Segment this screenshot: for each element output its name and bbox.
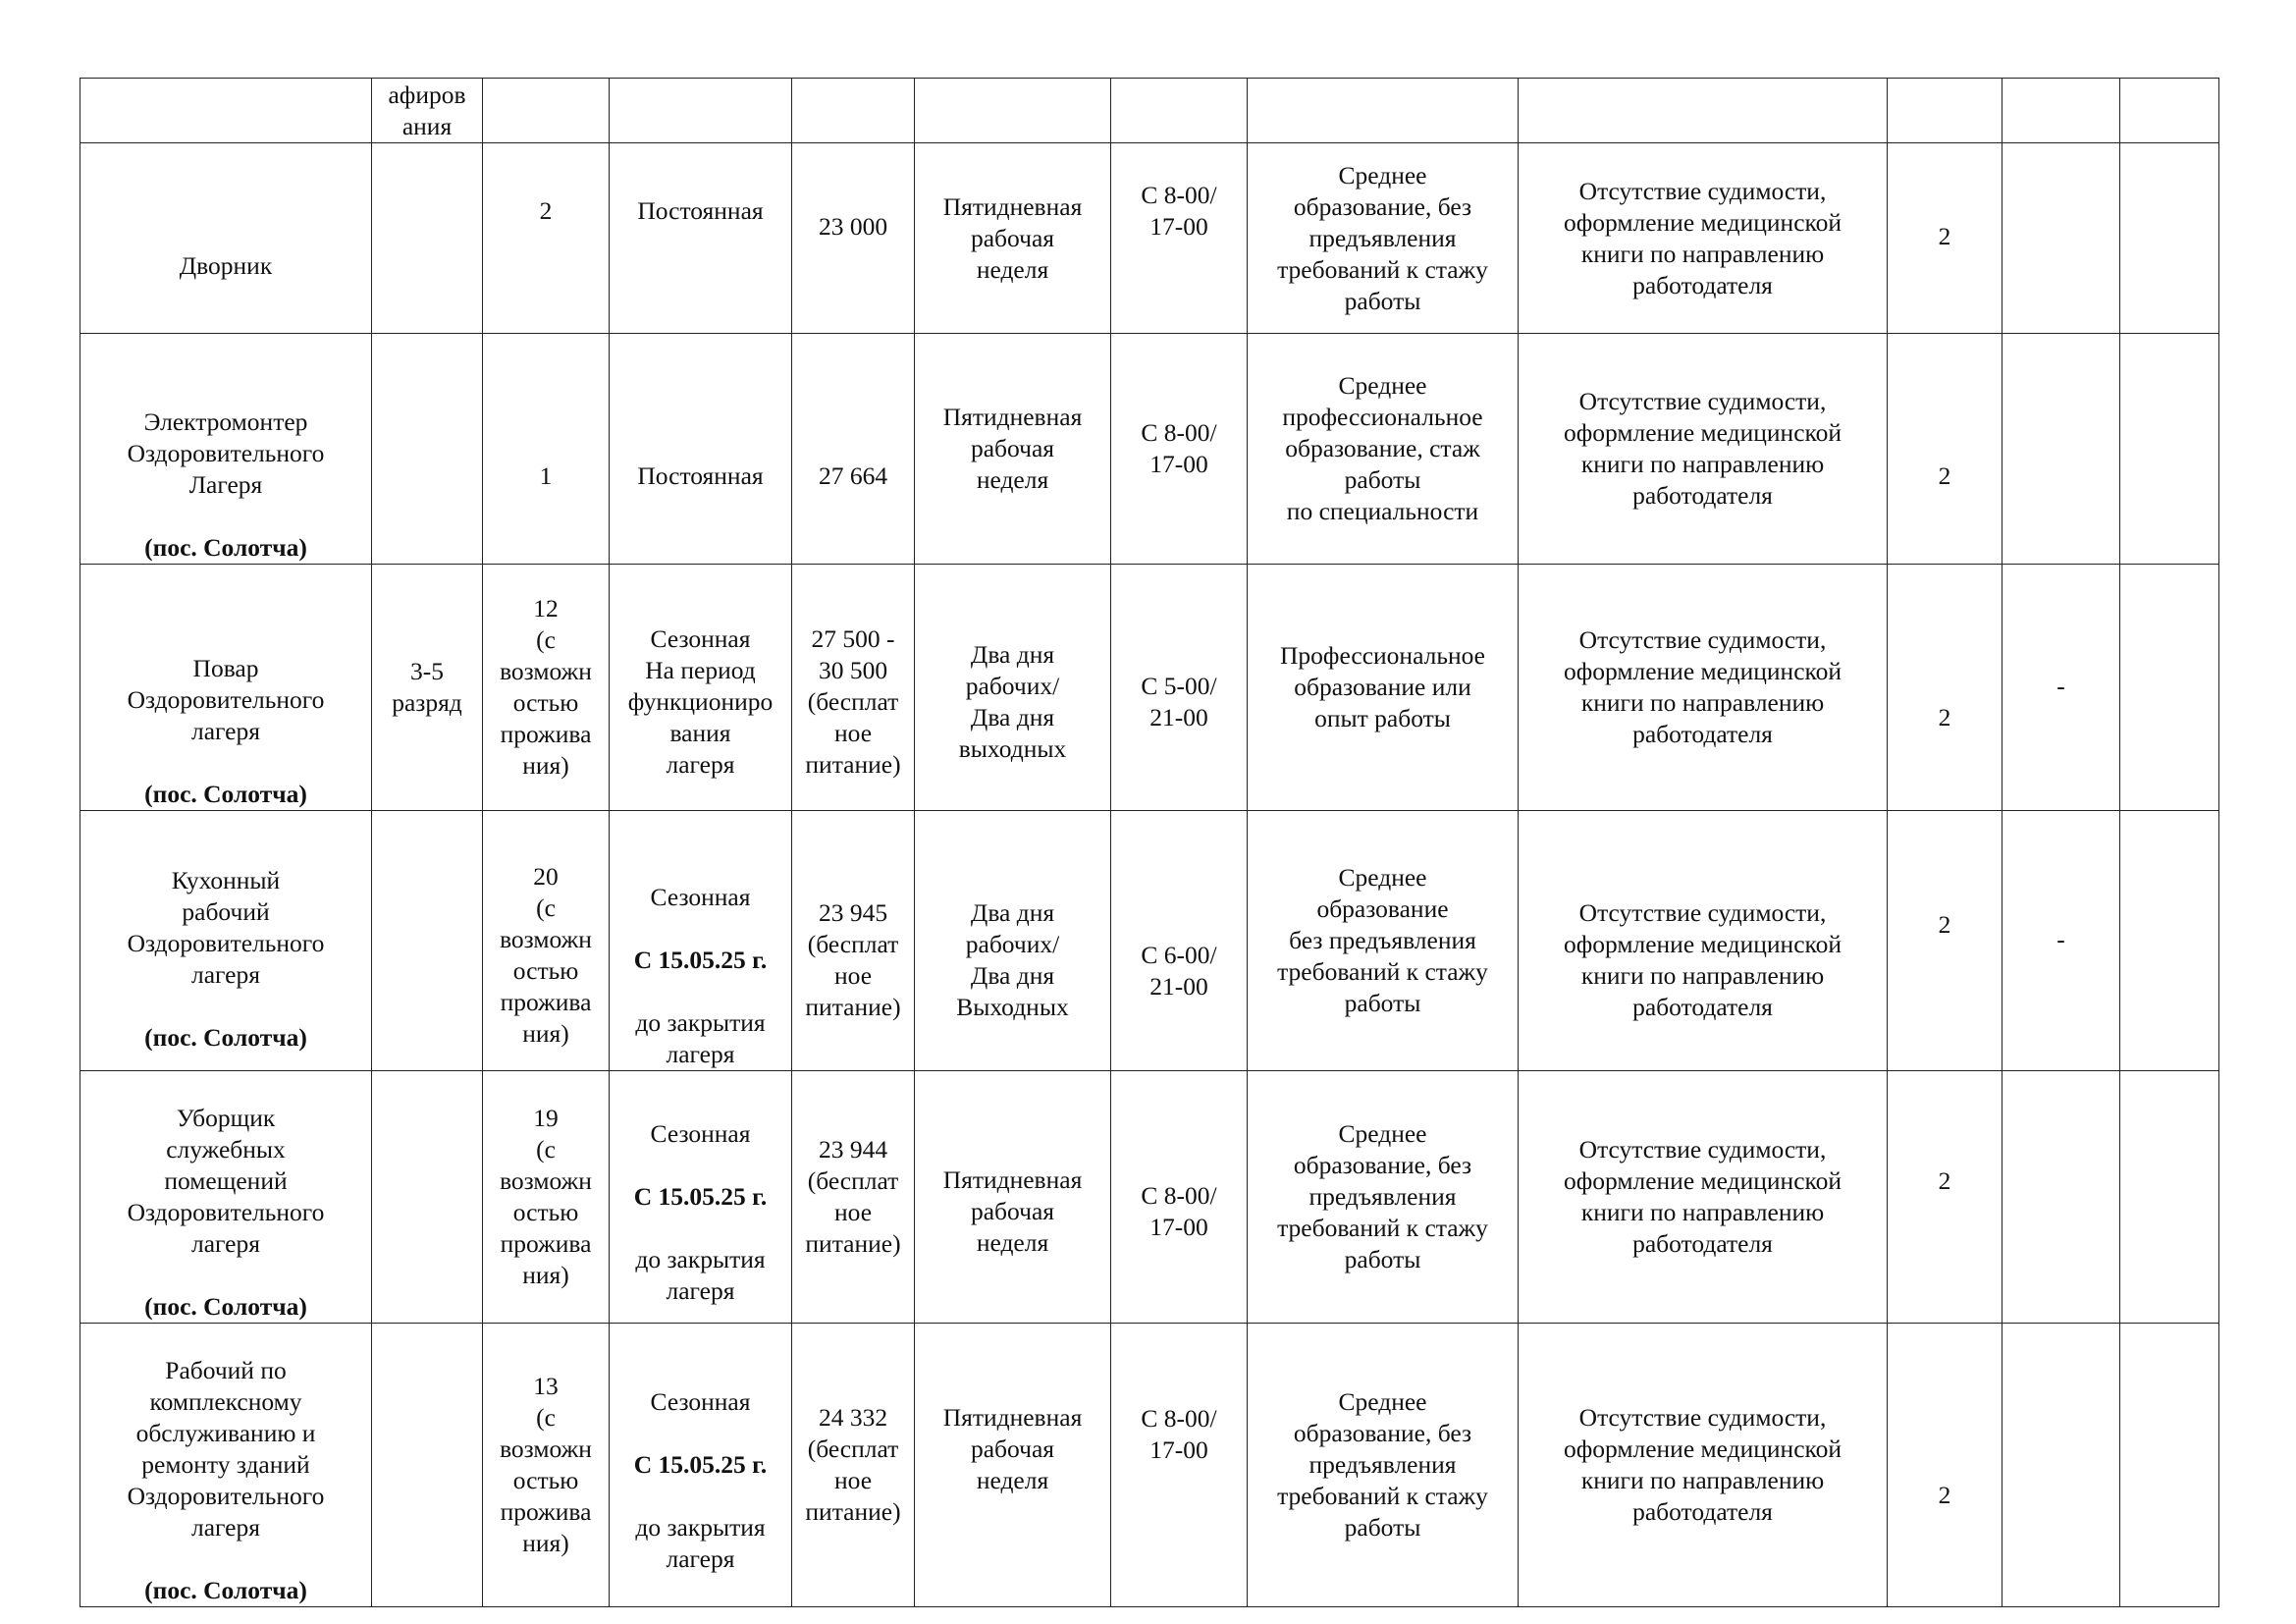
qualification-cell: 3-5 разряд: [372, 565, 483, 811]
location-label: (пос. Солотча): [144, 1023, 307, 1052]
schedule-cell: Пятидневная рабочая неделя: [915, 1324, 1111, 1607]
schedule-cell: Два дня рабочих/ Два дня Выходных: [915, 811, 1111, 1071]
hours-cell: С 5-00/ 21-00: [1111, 565, 1248, 811]
extra-cell: [2002, 811, 2120, 1071]
employment-cell: [610, 1324, 792, 1607]
position-cell: [80, 1324, 372, 1607]
quota-cell: 2: [1888, 811, 2002, 1071]
schedule-cell: Два дня рабочих/ Два дня выходных: [915, 565, 1111, 811]
extra-cell: [2002, 565, 2120, 811]
employment-tail: до закрытия лагеря: [635, 1245, 766, 1305]
hours-cell: [1111, 79, 1248, 143]
employment-date: С 15.05.25 г.: [633, 1450, 768, 1479]
salary-cell: 27 500 - 30 500 (бесплат ное питание): [792, 565, 915, 811]
quota-cell: 2: [1888, 1324, 2002, 1607]
salary-cell: 23 944 (бесплат ное питание): [792, 1071, 915, 1324]
position-cell: [80, 811, 372, 1071]
count-cell: 12 (с возможн остью прожива ния): [483, 565, 610, 811]
location-label: (пос. Солотча): [144, 533, 307, 562]
requirements-cell: Отсутствие судимости, оформление медицинской книги по направлению работодателя: [1519, 334, 1888, 565]
table-row: [80, 565, 2219, 811]
schedule-cell: [915, 79, 1111, 143]
position-cell: [80, 565, 372, 811]
employment-cell: [610, 143, 792, 334]
position-cell: [80, 79, 372, 143]
extra-cell: [2002, 79, 2120, 143]
employment-type: Сезонная: [650, 883, 751, 911]
education-cell: [1248, 79, 1519, 143]
table-row: [80, 811, 2219, 1071]
count-cell: 1: [483, 334, 610, 565]
requirements-cell: [1519, 79, 1888, 143]
table-row: [80, 334, 2219, 565]
count-cell: 19 (с возможн остью прожива ния): [483, 1071, 610, 1324]
qualification-cell: [372, 1324, 483, 1607]
education-cell: Среднее образование без предъявления требований к стажу работы: [1248, 811, 1519, 1071]
location-label: (пос. Солотча): [144, 1576, 307, 1604]
employment-cell: [610, 565, 792, 811]
requirements-cell: Отсутствие судимости, оформление медицинской книги по направлению работодателя: [1519, 565, 1888, 811]
qualification-cell: [372, 811, 483, 1071]
employment-date: С 15.05.25 г.: [633, 946, 768, 974]
quota-cell: [1888, 79, 2002, 143]
education-cell: Среднее профессиональное образование, стаж работы по специальности: [1248, 334, 1519, 565]
employment-date: С 15.05.25 г.: [633, 1182, 768, 1211]
requirements-cell: Отсутствие судимости, оформление медицинской книги по направлению работодателя: [1519, 1071, 1888, 1324]
qualification-cell: [372, 334, 483, 565]
salary-cell: 27 664: [792, 334, 915, 565]
count-cell: [483, 79, 610, 143]
employment-type: Сезонная На период функциониро вания лагеря: [627, 624, 774, 779]
employment-type: Сезонная: [650, 1119, 751, 1148]
last-cell: [2120, 811, 2219, 1071]
schedule-cell: Пятидневная рабочая неделя: [915, 1071, 1111, 1324]
last-cell: [2120, 143, 2219, 334]
position-name: Кухонный рабочий Оздоровительного лагеря: [127, 866, 325, 989]
table-row: [80, 79, 2219, 143]
hours-cell: С 8-00/ 17-00: [1111, 1324, 1248, 1607]
employment-tail: до закрытия лагеря: [635, 1008, 766, 1068]
vacancy-table: [80, 78, 2219, 1607]
requirements-cell: Отсутствие судимости, оформление медицинской книги по направлению работодателя: [1519, 811, 1888, 1071]
position-name: Рабочий по комплексному обслуживанию и ремонту зданий Оздоровительного лагеря: [127, 1356, 325, 1542]
count-cell: 13 (с возможн остью прожива ния): [483, 1324, 610, 1607]
last-cell: [2120, 1324, 2219, 1607]
salary-cell: 23 000: [792, 143, 915, 334]
education-cell: Среднее образование, без предъявления требований к стажу работы: [1248, 1324, 1519, 1607]
schedule-cell: Пятидневная рабочая неделя: [915, 334, 1111, 565]
salary-cell: 23 945 (бесплат ное питание): [792, 811, 915, 1071]
last-cell: [2120, 79, 2219, 143]
location-label: (пос. Солотча): [144, 1292, 307, 1321]
hours-cell: С 8-00/ 17-00: [1111, 143, 1248, 334]
quota-cell: 2: [1888, 565, 2002, 811]
last-cell: [2120, 334, 2219, 565]
position-name: Электромонтер Оздоровительного Лагеря: [127, 407, 325, 499]
education-cell: Среднее образование, без предъявления требований к стажу работы: [1248, 1071, 1519, 1324]
count-cell: 20 (с возможн остью прожива ния): [483, 811, 610, 1071]
salary-cell: [792, 79, 915, 143]
employment-cell: [610, 79, 792, 143]
count-cell: 2: [483, 143, 610, 334]
quota-cell: 2: [1888, 1071, 2002, 1324]
position-cell: [80, 334, 372, 565]
extra-cell: [2002, 1071, 2120, 1324]
employment-cell: [610, 334, 792, 565]
position-cell: [80, 1071, 372, 1324]
position-name: Повар Оздоровительного лагеря: [127, 654, 325, 745]
education-cell: Профессиональное образование или опыт работы: [1248, 565, 1519, 811]
hours-cell: С 6-00/ 21-00: [1111, 811, 1248, 1071]
position-name: Уборщик служебных помещений Оздоровительного лагеря: [127, 1104, 325, 1258]
employment-tail: до закрытия лагеря: [635, 1513, 766, 1573]
position-cell: [80, 143, 372, 334]
hours-cell: С 8-00/ 17-00: [1111, 334, 1248, 565]
qualification-fragment: афиров ания: [372, 79, 483, 143]
last-cell: [2120, 1071, 2219, 1324]
table-row: [80, 1071, 2219, 1324]
quota-cell: 2: [1888, 143, 2002, 334]
employment-type: Постоянная: [637, 195, 764, 225]
qualification-cell: [372, 143, 483, 334]
employment-cell: [610, 1071, 792, 1324]
dash-mark: -: [2056, 672, 2065, 700]
table-row: [80, 143, 2219, 334]
requirements-cell: Отсутствие судимости, оформление медицинской книги по направлению работодателя: [1519, 1324, 1888, 1607]
employment-type: Постоянная: [637, 461, 764, 490]
requirements-cell: Отсутствие судимости, оформление медицинской книги по направлению работодателя: [1519, 143, 1888, 334]
hours-cell: С 8-00/ 17-00: [1111, 1071, 1248, 1324]
quota-cell: 2: [1888, 334, 2002, 565]
extra-cell: [2002, 1324, 2120, 1607]
last-cell: [2120, 565, 2219, 811]
education-cell: Среднее образование, без предъявления требований к стажу работы: [1248, 143, 1519, 334]
salary-cell: 24 332 (бесплат ное питание): [792, 1324, 915, 1607]
position-name: Дворник: [179, 250, 273, 280]
extra-cell: [2002, 334, 2120, 565]
employment-type: Сезонная: [650, 1387, 751, 1416]
table-row: [80, 1324, 2219, 1607]
schedule-cell: Пятидневная рабочая неделя: [915, 143, 1111, 334]
employment-cell: [610, 811, 792, 1071]
dash-mark: -: [2056, 925, 2065, 953]
qualification-cell: [372, 1071, 483, 1324]
location-label: (пос. Солотча): [144, 780, 307, 808]
extra-cell: [2002, 143, 2120, 334]
